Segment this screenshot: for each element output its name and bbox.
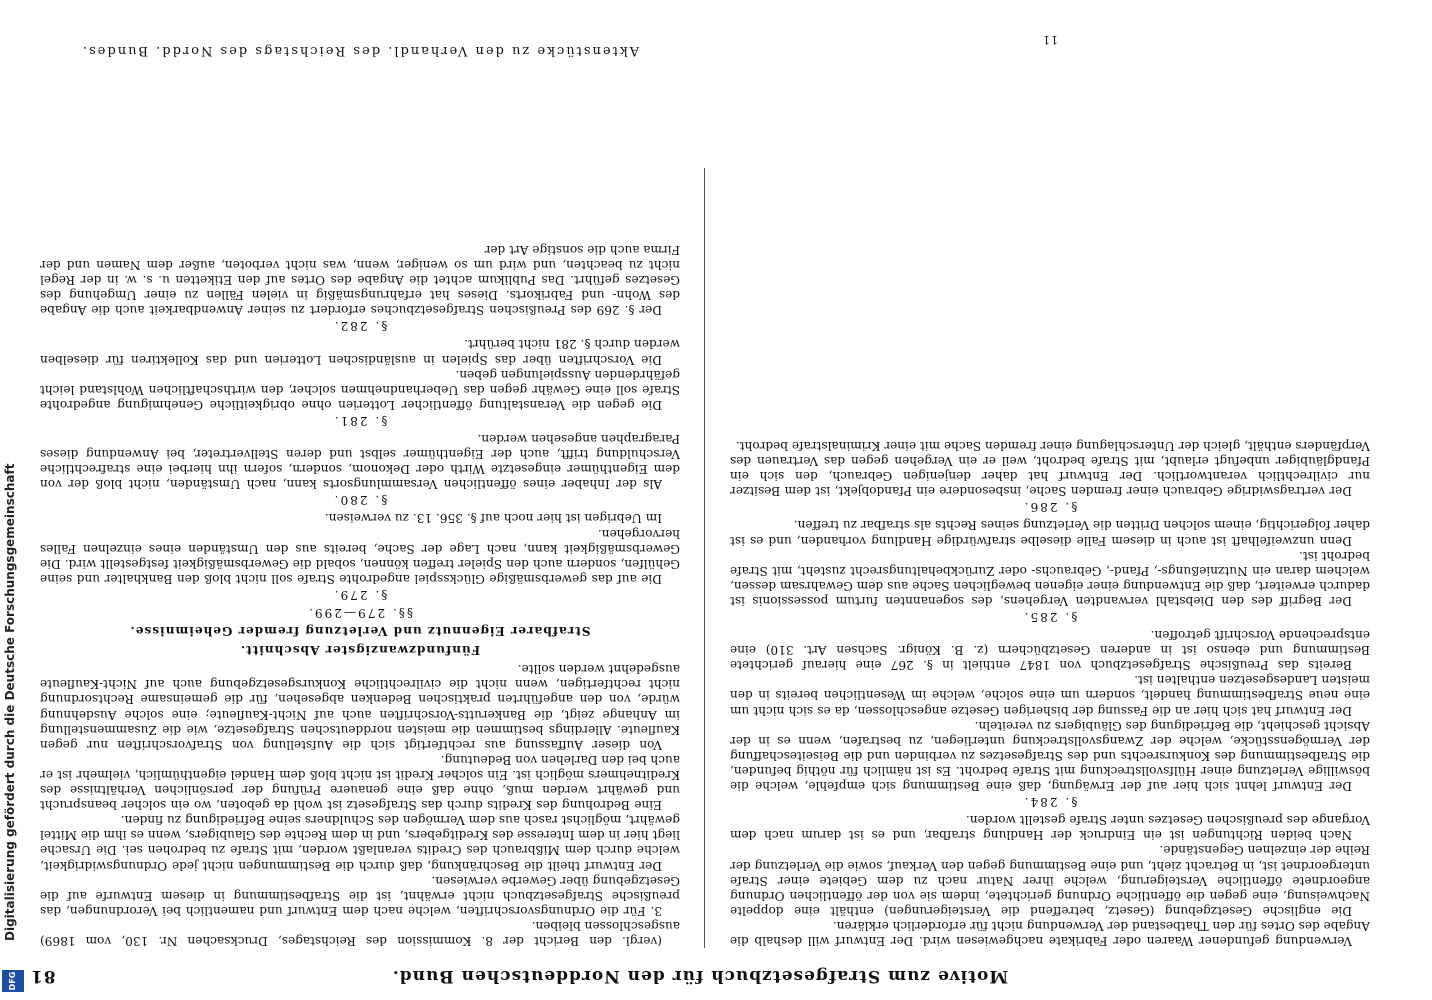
paragraph: Die englische Gesetzgebung (Gesetz, betreffend die Versteigerungen) enthält eine doppelte Nachweisung, eine gegen die öffentliche Ordnung gerichtete, indem sie von der öffentlichen Ordnung angeordnete öffentliche Versteigerung, welche ihrer Natur nach zu dem Gebiete einer Strafe untergeordnet ist, in Betracht zieht, und eine Bestimmung gegen den Verkauf, sowie die Verletzung der Reihe der einzelnen Gegenstände. [730,843,1370,918]
chapter-heading: Fünfundzwanzigster Abschnitt. [239,643,481,658]
paragraph: Eine Bedrohung des Kredits durch das Strafgesetz ist wohl da geboten, wo ein solcher beansprucht und gewährt werden muß, ohne daß eine genauere Prüfung der persönlichen Verhältnisse des Kreditnehmers möglich ist. Ein solcher Kredit ist nicht bloß dem Handel eigenthümlich, vielmehr ist er auch bei den Darlehen von Bedeutung. [40,752,680,813]
paragraph: Von dieser Auffassung aus rechtfertigt sich die Aufstellung von Strafvorschriften nur gegen Kaufleute. Allerdings bestimmen die meisten norddeutschen Strafgesetze, wie die Zusammenstellung im Anhange zeigt, die Bankerutts-Vorschriften auch auf Nicht-Kaufleute; eine solche Ausdehnung würde, von den angeführten praktischen Bedenken abgesehen, für die gemeinsame Rechtsordnung nicht rechtfertigen, wenn nicht die civilrechtliche Konkursgesetzgebung auch auf Nicht-Kaufleute ausgedehnt werden sollte. [40,662,680,752]
section-heading: §. 286. [1022,500,1078,515]
digitization-strip [0,0,26,1000]
running-header [30,960,1370,988]
page-content [30,24,1370,988]
column-rule [704,168,705,948]
digitization-notice: Digitalisierung gefördert durch die Deutsche Forschungsgemeinschaft [3,463,17,941]
paragraph: 3. Für die Ordnungsvorschriften, welche nach dem Entwurf und namentlich bei Verordnungen, das preußische Strafgesetzbuch nicht erwähnt, ist die Strafbestimmung in diesem Entwurfe auf die Gesetzgebung über Gewerbe verwiesen. [40,873,680,918]
footer-note: Aktenstücke zu den Verhandl. des Reichstags des Nordd. Bundes. [80,43,640,58]
section-heading: §. 279. [332,587,388,602]
page-number: 81 [30,966,56,986]
paragraph: Der Entwurf theilt die Beschränkung, daß durch die Bestimmungen nicht jede Ordnungswidrigkeit, welche durch dem Mißbrauch des Credits veranlaßt worden, mit Strafe zu bedrohen sei. Die Ursache liegt hier in dem Interesse des Kreditgebers, und in dem Rechte des Glaubigers, wenn es ihm die Mittel gewährt, möglichst rasch aus dem Vermögen des Schuldners seine Befriedigung zu finden. [40,813,680,873]
right-column [40,48,680,948]
section-heading: §. 285. [1022,610,1078,625]
section-heading: §. 281. [332,413,388,428]
paragraph: Bereits das Preußische Strafgesetzbuch von 1847 enthielt in §. 267 eine hierauf gerichtete Bestimmung und ebenso ist in anderen Gesetzbüchern (z. B. Königr. Sachsen Art. 310) eine entsprechende Vorschrift getroffen. [730,628,1370,673]
chapter-range: §§. 279—299. [307,606,413,621]
footer-signature: 11 [1042,33,1058,46]
section-heading: §. 282. [332,319,388,334]
chapter-subheading: Strafbarer Eigennutz und Verletzung fremder Geheimnisse. [129,624,591,639]
section-heading: §. 284. [1022,795,1078,810]
paragraph: (vergl. den Bericht der 8. Kommission des Reichstages, Drucksachen Nr. 130, vom 1869) ausgeschlossen bleiben. [40,918,680,948]
paragraph: Verwendung gefundener Waaren oder Fabrikate nachgewiesen wird. Der Entwurf will deshalb die Angabe des Ortes für den Thatbestand der Verwendung nicht für erforderlich erklären. [730,918,1370,948]
dfg-logo-icon: DFG [2,970,24,992]
paragraph: Im Uebrigen ist hier noch auf §. 356. 13. zu verweisen. [324,511,662,526]
section-heading: §. 280. [332,493,388,508]
paragraph: Die Vorschriften über das Spielen in ausländischen Lotterien und das Kollektiren für dieselben werden durch §. 281 nicht berührt. [40,337,680,367]
paragraph: Nach beiden Richtungen ist ein Eindruck der Handlung strafbar, und es ist darum nach dem Vorgange des preußischen Gesetzes unter Strafe gestellt worden. [730,813,1370,843]
paragraph: Die gegen die Veranstaltung öffentlicher Lotterien ohne obrigkeitliche Genehmigung angedrohte Strafe soll eine Gewähr gegen das Ueberhandnehmen solcher, den wirthschaftlichen Wohlstand leicht gefährdenden Ausspielungen geben. [40,367,680,412]
paragraph: Der §. 269 des Preußischen Strafgesetzbuches erfordert zu seiner Anwendbarkeit auch die Angabe des Wohn- und Fabrikorts. Dieses hat erfahrungsmäßig in vielen Fällen zu einer Umgehung des Gesetzes geführt. Das Publikum achtet die Angabe des Ortes auf den Etiketten u. s. w. in der Regel nicht zu beachten, und wird um so weniger, wenn, was nicht verboten, außer dem Namen und der Firma auch die sonstige Art der [40,242,680,318]
paragraph: Der Entwurf lehnt sich hier auf der Erwägung, daß eine Bestimmung sich empfehle, welche die böswillige Verletzung einer Hülfsvollstreckung mit Strafe bedroht. Es ist nämlich für nöthig befunden, die Strafbestimmung des Konkursrechts und des Strafgesetzes zu verbinden und die Beiseiteschaffung der Vermögensstücke, welche der Zwangsvollstreckung unterliegen, zu bestrafen, wenn es in der Absicht geschieht, die Befriedigung des Gläubigers zu vereiteln. [730,718,1370,794]
paragraph: Die auf das gewerbsmäßige Glücksspiel angedrohte Strafe soll nicht bloß den Bankhalter und seine Gehülfen, sondern auch den Spieler treffen können, sobald die Gewerbsmäßigkeit festgestellt wird. Die Gewerbsmäßigkeit kann, nach Lage der Sache, bereits aus den Umständen eines einzelnen Falles hervorgehen. [40,526,680,586]
left-column [730,48,1370,948]
paragraph: Als der Inhaber eines öffentlichen Versammlungsorts kann, nach Umständen, nicht bloß der von dem Eigenthümer eingesetzte Wirth oder Dekonom, sondern, sofern ihn hierbei eine strafrechtliche Verschuldung trifft, auch der Eigenthümer selbst und deren Stellvertreter, bei Anwendung dieses Paragraphen angesehen werden. [40,432,680,492]
paragraph: Der Begriff des den Diebstahl verwandten Vergehens, des sogenannten furtum possessionis ist dadurch erweitert, daß die Entwendung einer eigenen beweglichen Sache aus dem Gewahrsam dessen, welchem daran ein Nutznießungs-, Pfand-, Gebrauchs- oder Zurückbehaltungsrecht zusteht, mit Strafe bedroht ist. [730,548,1370,608]
paragraph: Der Entwurf hat sich hier an die Fassung der bisherigen Gesetze angeschlossen, da es sich nicht um eine neue Strafbestimmung handelt, sondern um eine solche, welche im Wesentlichen bereits in den meisten Landesgesetzen enthalten ist. [730,673,1370,718]
paragraph: Der vertragswidrige Gebrauch einer fremden Sache, insbesondere ein Pfandobjekt, ist dem Besitzer nur civilrechtlich verantwortlich. Der Entwurf hat daher denjenigen Gebrauch, den sich ein Pfandgläubiger unbefugt erlaubt, mit Strafe bedroht, weil er ein Vergehen gegen das Vertrauen des Verpfänders enthält, gleich der Unterschlagung einer fremden Sache mit einer Kriminalstrafe bedroht. [730,439,1370,499]
paragraph: Denn unzweifelhaft ist auch in diesem Falle dieselbe strafwürdige Handlung vorhanden, und es ist daher folgerichtig, einem solchen Dritten die Verletzung seines Rechts als strafbar zu treffen. [730,518,1370,548]
running-title: Motive zum Strafgesetzbuch für den Norddeutschen Bund. [391,966,1009,986]
